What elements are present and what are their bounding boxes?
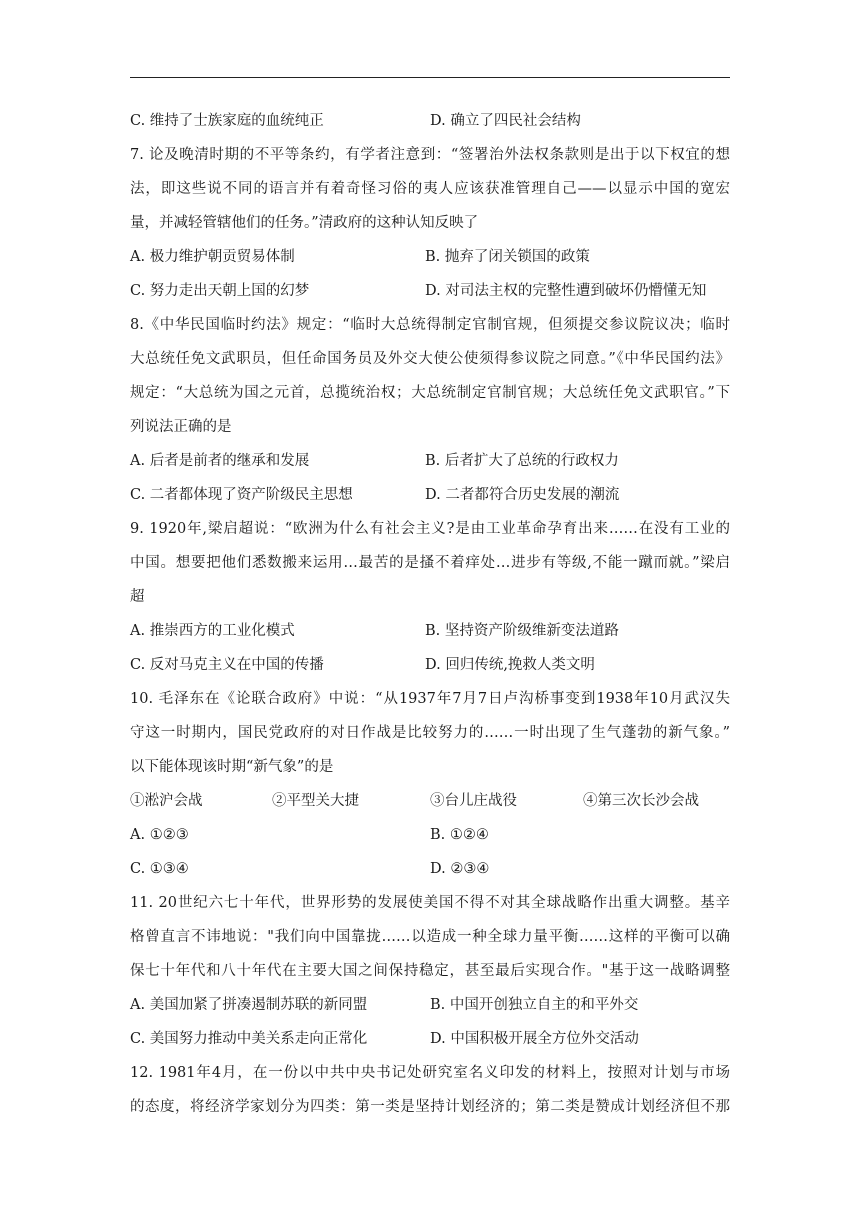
q10-option-d: D. ②③④: [430, 861, 490, 877]
q11-stem-line: 保七十年代和八十年代在主要大国之间保持稳定，甚至最后实现合作。"基于这一战略调整: [130, 963, 730, 979]
q11-options-cd: [130, 1022, 730, 1056]
q9-stem-line: 中国。想要把他们悉数搬来运用…最苦的是搔不着痒处…进步有等级,不能一蹴而就。”梁启: [130, 555, 730, 571]
q11-stem-line: 格曾直言不讳地说："我们向中国靠拢……以造成一种全球力量平衡……这样的平衡可以确: [130, 929, 730, 945]
q9-stem-line: 超: [130, 589, 145, 605]
q9-option-d: D. 回归传统,挽救人类文明: [425, 657, 595, 673]
q8-stem-line: 大总统任免文武职员，但任命国务员及外交大使公使须得参议院之同意。”《中华民国约法》: [130, 351, 730, 367]
q9-option-a: A. 推崇西方的工业化模式: [130, 623, 295, 639]
q10-item: ①淞沪会战: [130, 793, 203, 809]
q10-options-cd: [130, 852, 730, 886]
q7-stem-line: 法，即这些说不同的语言并有着奇怪习俗的夷人应该获准管理自己——以显示中国的宽宏: [130, 181, 730, 197]
q8-option-c: C. 二者都体现了资产阶级民主思想: [130, 487, 353, 503]
q12-stem-line: 12. 1981年4月，在一份以中共中央书记处研究室名义印发的材料上，按照对计划与市场: [130, 1065, 730, 1081]
q10-stem-line: 守这一时期内，国民党政府的对日作战是比较努力的……一时出现了生气蓬勃的新气象。”: [130, 725, 730, 741]
q6-option-d: D. 确立了四民社会结构: [430, 113, 581, 129]
document-body: [130, 104, 730, 1124]
q9-option-c: C. 反对马克主义在中国的传播: [130, 657, 324, 673]
q8-options-cd: [130, 478, 730, 512]
q7-option-c: C. 努力走出天朝上国的幻梦: [130, 283, 310, 299]
q10-stem-line: 10. 毛泽东在《论联合政府》中说：“从1937年7月7日卢沟桥事变到1938年10月武汉失: [130, 691, 730, 707]
q7-option-a: A. 极力维护朝贡贸易体制: [130, 249, 295, 265]
q10-option-b: B. ①②④: [430, 827, 489, 843]
q10-item: ③台儿庄战役: [430, 793, 517, 809]
q7-stem-line: 7. 论及晚清时期的不平等条约，有学者注意到：“签署治外法权条款则是出于以下权宜的想: [130, 147, 730, 163]
q7-options-ab: [130, 240, 730, 274]
q9-options-cd: [130, 648, 730, 682]
q10-items-row: [130, 784, 730, 818]
q9-stem-line: 9. 1920年,梁启超说：“欧洲为什么有社会主义?是由工业革命孕育出来……在没有工业的: [130, 521, 730, 537]
q11-option-c: C. 美国努力推动中美关系走向正常化: [130, 1031, 368, 1047]
q12-stem-line: 的态度，将经济学家划分为四类：第一类是坚持计划经济的；第二类是赞成计划经济但不那: [130, 1099, 730, 1115]
q7-option-d: D. 对司法主权的完整性遭到破坏仍懵懂无知: [425, 283, 707, 299]
q9-option-b: B. 坚持资产阶级维新变法道路: [425, 623, 619, 639]
q11-stem-line: 11. 20世纪六七十年代，世界形势的发展使美国不得不对其全球战略作出重大调整。基辛: [130, 895, 730, 911]
q10-options-ab: [130, 818, 730, 852]
q8-options-ab: [130, 444, 730, 478]
q8-option-a: A. 后者是前者的继承和发展: [130, 453, 310, 469]
q10-stem-line: 以下能体现该时期“新气象”的是: [130, 759, 334, 775]
q6-option-c: C. 维持了士族家庭的血统纯正: [130, 113, 324, 129]
q8-stem-line: 规定：“大总统为国之元首，总揽统治权；大总统制定官制官规；大总统任免文武职官。”下: [130, 385, 730, 401]
q7-options-cd: [130, 274, 730, 308]
q11-options-ab: [130, 988, 730, 1022]
q8-option-b: B. 后者扩大了总统的行政权力: [425, 453, 619, 469]
q6-options-cd: [130, 104, 730, 138]
q10-item: ②平型关大捷: [272, 793, 359, 809]
q8-option-d: D. 二者都符合历史发展的潮流: [425, 487, 620, 503]
q8-stem-line: 列说法正确的是: [130, 419, 232, 435]
q7-stem-line: 量，并减轻管辖他们的任务。”清政府的这种认知反映了: [130, 215, 479, 231]
header-rule: [130, 77, 730, 78]
q11-option-b: B. 中国开创独立自主的和平外交: [430, 997, 639, 1013]
q11-option-d: D. 中国积极开展全方位外交活动: [430, 1031, 639, 1047]
q10-option-c: C. ①③④: [130, 861, 189, 877]
q7-option-b: B. 抛弃了闭关锁国的政策: [425, 249, 590, 265]
q9-options-ab: [130, 614, 730, 648]
q11-option-a: A. 美国加紧了拼凑遏制苏联的新同盟: [130, 997, 368, 1013]
q10-item: ④第三次长沙会战: [583, 793, 699, 809]
q10-option-a: A. ①②③: [130, 827, 189, 843]
q8-stem-line: 8.《中华民国临时约法》规定：“临时大总统得制定官制官规，但须提交参议院议决；临时: [130, 317, 730, 333]
